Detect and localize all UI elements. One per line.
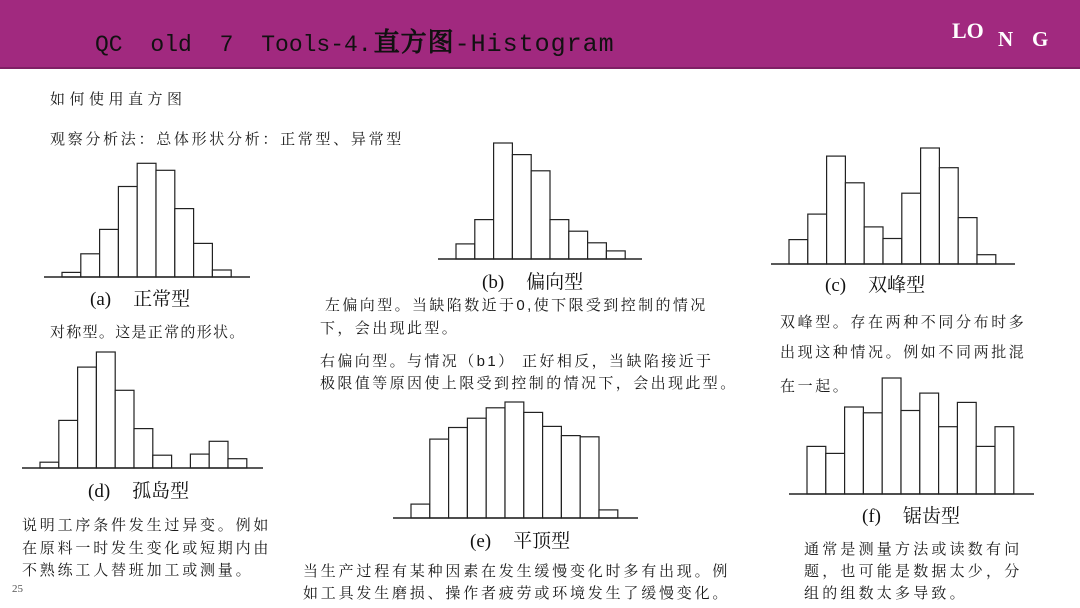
histogram-bar: [40, 462, 59, 468]
histogram-bar: [81, 254, 100, 277]
histogram-bar: [902, 193, 921, 264]
header-bar: [0, 0, 1080, 69]
histogram-bar: [939, 168, 958, 264]
histogram-bar: [524, 412, 543, 518]
histogram-c-title: 双峰型: [868, 275, 926, 296]
histogram-d-description: 说明工序条件发生过异变。例如: [22, 517, 272, 534]
histogram-bar: [531, 171, 550, 259]
histogram-c-description: 在一起。: [780, 378, 851, 395]
histogram-bar: [494, 143, 513, 259]
histogram-bar: [588, 243, 607, 259]
slide-title: [95, 22, 615, 58]
histogram-b-caption: [482, 272, 583, 294]
histogram-bar: [958, 218, 977, 264]
histogram-f-title: 锯齿型: [902, 506, 960, 527]
histogram-a-caption: [90, 289, 190, 311]
histogram-b-description: 下，会出现此型。: [320, 320, 460, 337]
histogram-d: [22, 343, 263, 468]
histogram-bar: [118, 187, 137, 278]
histogram-bar: [882, 378, 901, 494]
histogram-bar: [475, 220, 494, 259]
histogram-bar: [175, 209, 194, 277]
histogram-bar: [137, 163, 156, 277]
slide-title-chinese: 直方图: [373, 27, 455, 57]
histogram-b-description: 左偏向型。当缺陷数近于0,使下限受到控制的情况: [325, 297, 708, 314]
histogram-bar: [550, 220, 569, 259]
histogram-bar: [561, 436, 580, 518]
histogram-e-title: 平顶型: [513, 531, 571, 552]
slide-title-prefix: QC old 7 Tools-4.: [95, 32, 372, 58]
histogram-e-caption: [470, 531, 570, 553]
histogram-bar: [115, 390, 134, 468]
histogram-d-caption: [88, 481, 189, 503]
histogram-bar: [96, 352, 115, 468]
histogram-bar: [901, 411, 920, 495]
histogram-bar: [845, 183, 864, 264]
histogram-d-label: (d): [88, 481, 111, 502]
histogram-b-label: (b): [482, 272, 505, 293]
histogram-bar: [512, 155, 531, 259]
histogram-bar: [134, 429, 153, 468]
histogram-c-description: 出现这种情况。例如不同两批混: [780, 344, 1027, 361]
histogram-f-description: 通常是测量方法或读数有问: [804, 541, 1023, 558]
histogram-bar: [606, 251, 625, 259]
histogram-bar: [921, 148, 940, 264]
histogram-bar: [920, 393, 939, 494]
histogram-d-title: 孤岛型: [132, 481, 190, 502]
histogram-bar: [939, 427, 958, 494]
histogram-c: [771, 139, 1015, 264]
histogram-bar: [190, 454, 209, 468]
histogram-bar: [864, 227, 883, 264]
histogram-bar: [957, 402, 976, 494]
histogram-bar: [580, 437, 599, 518]
intro-heading: 如何使用直方图: [50, 91, 187, 108]
histogram-bar: [845, 407, 864, 494]
histogram-a: [44, 152, 250, 277]
histogram-bar: [212, 270, 231, 277]
logo-part-g: G: [1032, 27, 1049, 51]
histogram-f-description: 组的组数太多导致。: [804, 585, 968, 602]
histogram-bar: [863, 413, 882, 494]
histogram-b-title: 偏向型: [526, 272, 584, 293]
histogram-bar: [883, 239, 902, 265]
histogram-b: [438, 134, 642, 259]
page-number: 25: [12, 583, 23, 595]
histogram-c-label: (c): [825, 275, 847, 296]
histogram-bar: [228, 459, 247, 468]
histogram-bar: [995, 427, 1014, 494]
histogram-bar: [808, 214, 827, 264]
histogram-f: [789, 369, 1034, 494]
histogram-a-description: 对称型。这是正常的形状。: [50, 324, 246, 341]
histogram-bar: [449, 428, 468, 519]
histogram-f-description: 题，也可能是数据太少，分: [804, 563, 1023, 580]
histogram-bar: [153, 455, 172, 468]
histogram-f-label: (f): [862, 506, 881, 527]
histogram-e: [393, 393, 638, 518]
histogram-bar: [789, 240, 808, 264]
histogram-b-description: 右偏向型。与情况（b1） 正好相反，当缺陷接近于: [320, 353, 714, 370]
histogram-bar: [209, 441, 228, 468]
histogram-c-description: 双峰型。存在两种不同分布时多: [780, 314, 1027, 331]
histogram-bar: [543, 426, 562, 518]
logo-part-n: N: [998, 27, 1014, 51]
histogram-bar: [976, 446, 995, 494]
histogram-b-description: 极限值等原因使上限受到控制的情况下，会出现此型。: [320, 375, 738, 392]
histogram-bar: [156, 170, 175, 277]
histogram-bar: [599, 510, 618, 518]
histogram-d-description: 在原料一时发生变化或短期内由: [22, 540, 272, 557]
histogram-bar: [411, 504, 430, 518]
histogram-a-label: (a): [90, 289, 112, 310]
slide-title-suffix: -Histogram: [454, 30, 615, 59]
logo: [952, 18, 1052, 58]
histogram-f-caption: [862, 506, 960, 528]
histogram-bar: [59, 420, 78, 468]
histogram-bar: [486, 408, 505, 518]
intro-method: 观察分析法：总体形状分析：正常型、异常型: [50, 131, 405, 148]
histogram-bar: [467, 418, 486, 518]
histogram-e-description: 如工具发生磨损、操作者疲劳或环境发生了缓慢变化。: [303, 585, 731, 602]
histogram-e-label: (e): [470, 531, 492, 552]
histogram-c-caption: [825, 275, 925, 297]
histogram-a-title: 正常型: [133, 289, 191, 310]
histogram-d-description: 不熟练工人替班加工或测量。: [22, 562, 254, 579]
histogram-e-description: 当生产过程有某种因素在发生缓慢变化时多有出现。例: [303, 563, 731, 580]
histogram-bar: [977, 255, 996, 264]
histogram-bar: [194, 243, 213, 277]
histogram-bar: [100, 229, 119, 277]
histogram-bar: [569, 231, 588, 259]
histogram-bar: [456, 244, 475, 259]
histogram-bar: [807, 446, 826, 494]
histogram-bar: [78, 367, 97, 468]
histogram-bar: [826, 453, 845, 494]
histogram-bar: [827, 156, 846, 264]
logo-part-lo: LO: [952, 18, 984, 43]
histogram-bar: [430, 439, 449, 518]
histogram-bar: [505, 402, 524, 518]
